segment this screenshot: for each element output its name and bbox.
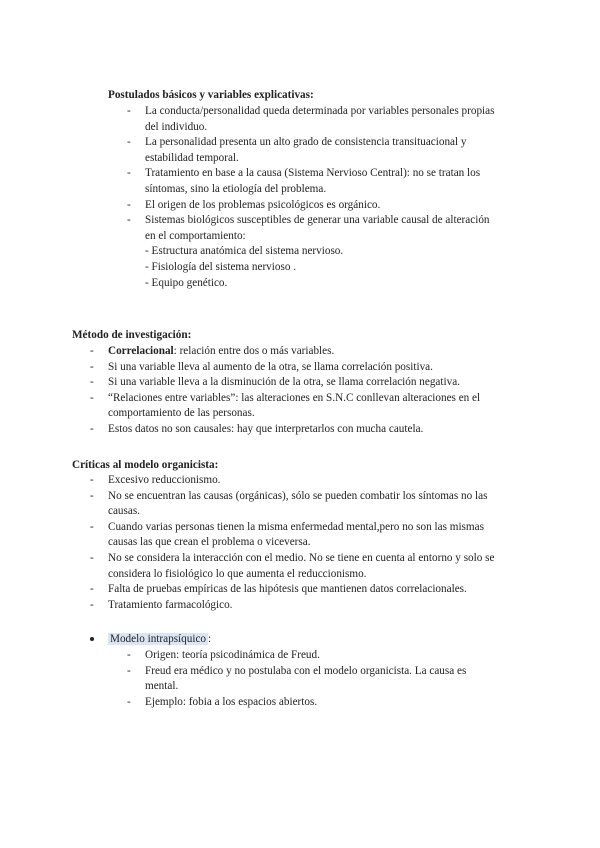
list-item: - La conducta/personalidad queda determinada por variables personales propias del individuo. xyxy=(127,105,495,133)
modelo-intrapsiquico-label: Modelo intrapsíquico xyxy=(110,633,207,645)
list-item: - Estos datos no son causales: hay que interpretarlos con mucha cautela. xyxy=(90,422,424,435)
list-item: - No se considera la interacción con el medio. No se tiene en cuenta al entorno y solo se considera lo fisiológico lo que aumenta el reduccionismo. xyxy=(90,551,495,580)
intrapsiquico-list xyxy=(127,648,545,710)
list-item: - Excesivo reduccionismo. xyxy=(90,474,221,486)
list-item: - Tratamiento en base a la causa (Sistema Nervioso Central): no se tratan los síntomas, sino la etiología del problema. xyxy=(127,167,481,195)
correlacional-term: Correlacional xyxy=(108,345,174,357)
criticas-list xyxy=(90,473,548,613)
section-heading-metodo: Método de investigación: xyxy=(72,329,192,341)
sub-item: - Equipo genético. xyxy=(145,276,228,289)
bullet-dot-icon xyxy=(90,637,94,641)
section-heading-criticas: Críticas al modelo organicista: xyxy=(72,459,219,471)
list-item: - Cuando varias personas tienen la misma enfermedad mental,pero no son las mismas causas las que crean el problema o viceversa. xyxy=(90,520,484,549)
sub-item: - Fisiología del sistema nervioso . xyxy=(145,260,297,273)
list-item: - No se encuentran las causas (orgánicas), sólo se pueden combatir los síntomas no las causas. xyxy=(90,489,488,518)
list-item: - Tratamiento farmacológico. xyxy=(90,598,233,611)
list-item: - La personalidad presenta un alto grado de consistencia transituacional y estabilidad temporal. xyxy=(127,136,467,164)
list-item: - Si una variable lleva al aumento de la otra, se llama correlación positiva. xyxy=(90,360,433,373)
list-item: - El origen de los problemas psicológicos es orgánico. xyxy=(127,198,381,211)
postulados-list xyxy=(127,104,565,291)
list-item: - Correlacional: relación entre dos o más variables. xyxy=(90,345,335,357)
modelo-intrapsiquico-bullet: Modelo intrapsíquico : xyxy=(90,632,211,648)
section-heading-postulados: Postulados básicos y variables explicativas: xyxy=(108,89,314,101)
list-item: - Freud era médico y no postulaba con el modelo organicista. La causa es mental. xyxy=(127,664,467,693)
list-item: - Si una variable lleva a la disminución de la otra, se llama correlación negativa. xyxy=(90,376,460,389)
list-item: - Sistemas biológicos susceptibles de generar una variable causal de alteración en el comportamiento: - Estructura anatómica del sistema nervioso. - Fisiología del sistema nervioso . - Equipo genético. xyxy=(145,213,565,291)
list-item: - Origen: teoría psicodinámica de Freud. xyxy=(127,649,320,661)
list-item: - Falta de pruebas empíricas de las hipótesis que mantienen datos correlacionales. xyxy=(90,583,467,596)
list-item: - Ejemplo: fobia a los espacios abiertos. xyxy=(127,695,318,708)
list-item: - “Relaciones entre variables”: las alteraciones en S.N.C conllevan alteraciones en el comportamiento de las personas. xyxy=(90,391,481,420)
metodo-list xyxy=(90,344,538,438)
sub-item: - Estructura anatómica del sistema nervioso. xyxy=(145,245,344,258)
